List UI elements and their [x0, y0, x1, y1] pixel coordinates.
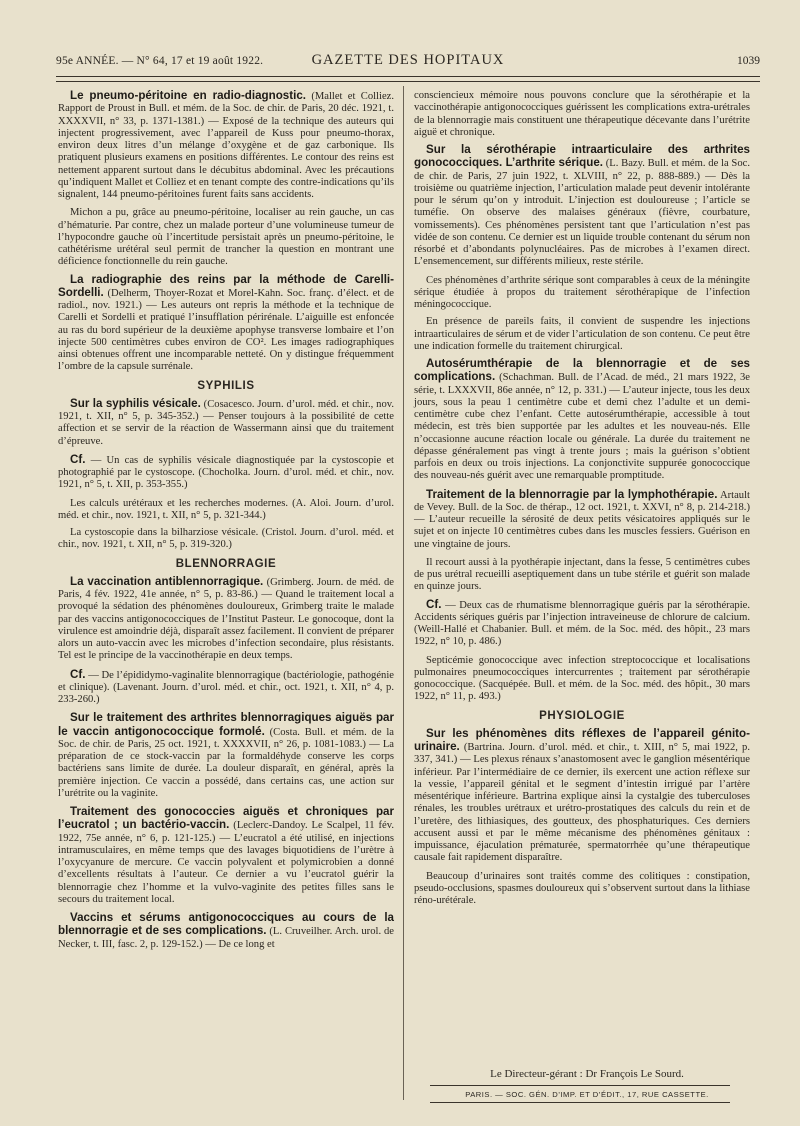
article-citation: (Grimberg. Journ. de méd. de Paris, 4 fév. 1922, 41e année, n° 5, p. 83-86.)	[58, 576, 394, 600]
page-number: 1039	[737, 55, 760, 67]
paragraph: Il recourt aussi à la pyothérapie injectant, dans la fesse, 5 centimètres cubes de pus urétral recueilli aseptiquement dans un tube stérile et guérit son malade en quinze jours.	[414, 556, 750, 593]
paragraph: Ces phénomènes d’arthrite sérique sont comparables à ceux de la méningite sérique étudiée à propos du traitement sérothérapique de l’infection méningococcique.	[414, 274, 750, 310]
article-entry	[58, 806, 394, 906]
article-body: — Quand le traitement local a provoqué la sédation des phénomènes douloureux, Grimberg traite le malade par des vaccins antigonococciques de l’Institut Pasteur. Le gonocoque, dont la virulence est amoindrie déjà, disparaît assez facilement. Il convient de préparer alors un auto-vaccin avec les microbes d’infection secondaire, plus résistants. Tel est le principe de la vaccinothérapie en deux temps.	[58, 589, 394, 662]
page-header	[56, 52, 760, 74]
article-title: Sur la syphilis vésicale.	[70, 396, 201, 410]
article-title: Sur la sérothérapie intraarticulaire des arthrites gonococciques. L’arthrite sérique.	[414, 143, 750, 170]
article-body: — Un cas de syphilis vésicale diagnostiquée par la cystoscopie et photographié par le cystoscope. (Chocholka. Journ. d’urol. méd. et chir., nov. 1921, n° 5, t. XII, p. 353-355.)	[58, 454, 394, 491]
paragraph: Beaucoup d’urinaires sont traités comme des colitiques : constipation, pseudo-occlusions, spasmes douloureux qui s’observent surtout dans la lithiase réno-urétérale.	[414, 870, 750, 906]
article-entry	[58, 90, 394, 201]
article-entry	[414, 728, 750, 865]
article-title: Sur le traitement des arthrites blennorragiques aiguës par le vaccin antigonococcique formolé.	[58, 711, 394, 738]
article-citation: (Delherm, Thoyer-Rozat et Morel-Kahn. Soc. franç. d’élect. et de radiol., nov. 1921.)	[58, 287, 394, 311]
article-title: Cf.	[70, 667, 86, 681]
article-title: Le pneumo-péritoine en radio-diagnostic.	[70, 89, 306, 102]
article-title: La vaccination antiblennorragique.	[70, 574, 264, 588]
article-body: — De l’épididymo-vaginalite blennorragique (bactériologie, pathogénie et clinique). (Lavenant. Journ. d’urol. méd. et chir., oct. 1921, t. XII, n° 4, p. 233-260.)	[58, 669, 394, 705]
article-body: — De ce long et	[205, 938, 275, 950]
article-entry	[58, 454, 394, 492]
article-title: Traitement de la blennorragie par la lymphothérapie.	[426, 487, 718, 501]
article-citation: (Costa. Bull. et mém. de la Soc. de chir. de Paris, 25 oct. 1921, t. XXXXVII, n° 26, p. 1081-1083.)	[58, 726, 394, 750]
article-entry	[58, 576, 394, 663]
column-divider	[403, 86, 404, 1100]
article-entry	[414, 599, 750, 649]
footer-rule-top	[430, 1085, 730, 1086]
article-body: — L’auteur injecte, tous les deux jours, sous la peau 1 centimètre cube et demi chez l’adulte et un demi-centimètre cube chez l’enfant. Cette autosérumthérapie, accessible à tout médecin, est très bien supportée par les adultes et les nouveau-nés. Elle n’occasionne aucune réaction locale ou générale. La durée du traitement ne dépasse généralement pas vingt à trente jours ; mais la guérison s’obtient parfois en deux ou trois injections. La conjonctivite suppurée gonococcique des nouveau-nés guérit avec une remarquable promptitude.	[414, 384, 751, 482]
article-entry	[58, 712, 394, 800]
article-title: Traitement des gonococcies aiguës et chroniques par l’eucratol ; un bactério-vaccin.	[58, 805, 394, 832]
issue-line: 95e ANNÉE. — N° 64, 17 et 19 août 1922.	[56, 55, 264, 67]
article-body: — L’auteur recueille la sérosité de deux petits vésicatoires appliqués sur le sujet et on injecte 10 centimètres cubes dans les muscles fessiers. Guérison en une vingtaine de jours.	[414, 514, 750, 550]
section-heading: PHYSIOLOGIE	[539, 709, 625, 722]
article-entry	[58, 274, 394, 374]
article-title: La radiographie des reins par la méthode de Carelli-Sordelli.	[58, 272, 394, 299]
article-body: — Dès la troisième ou quatrième injection, l’articulation malade peut devenir intolérante pour le sérum qu’on y introduit. L’injection est douloureuse ; l’article se tuméfie. On observe des malaises généraux (fièvre, courbature, vomissements). Ces phénomènes persistent tant que l’articulation n’est pas vidée de son contenu. Ce dernier est un liquide trouble contenant du sérum non résorbé et d’abondants polynucléaires. Pas de microbes à l’examen direct. L’ensemencement, sur différents milieux, reste stérile.	[414, 170, 750, 268]
section-heading: SYPHILIS	[197, 379, 255, 392]
article-citation: (Leclerc-Dandoy. Le Scalpel, 11 fév. 1922, 75e année, n° 6, p. 121-125.)	[58, 820, 395, 844]
article-body: — Deux cas de rhumatisme blennorragique guéris par la sérothérapie. Accidents sériques guéris par l’injection intraveineuse de chlorure de calcium. (Weill-Hallé et Chabanier. Bull. et mém. de la Soc. méd. des hôpit., 23 mars 1922, n° 10, p. 486.)	[414, 599, 750, 648]
article-citation: (L. Bazy. Bull. et mém. de la Soc. de chir. de Paris, 27 juin 1922, t. XLVIII, n° 22, p. 888-889.)	[414, 158, 750, 182]
section-heading: BLENNORRAGIE	[175, 557, 277, 570]
left-column	[58, 90, 394, 957]
journal-title: GAZETTE DES HOPITAUX	[311, 52, 505, 68]
article-title: Cf.	[426, 597, 442, 611]
article-title: Cf.	[70, 452, 86, 466]
article-body: — L’eucratol a été utilisé, en injections intramusculaires, en même temps que des lavages biquotidiens de l’urètre à l’oxycyanure de mercure. Ce vaccin polyvalent et polymicrobien a donné d’excellents résultats à l’auteur. Ce dernier a vu l’eucratol guérir la blennorragie chez l’homme et la vulvo-vaginite des petites filles sans le secours du traitement local.	[58, 832, 395, 905]
article-body: — Exposé de la technique des auteurs qui injectent progressivement, avec l’appareil de Kuss pour pneumo-thorax, environ deux litres d’un mélange d’oxygène et de gaz carbonique. Ils pratiquent plusieurs examens en positions différentes. Le contour des reins est nettement apparent surtout dans le décubitus abdominal. Avec les précautions qu’indiquent Mallet et Colliez et en tenant compte des contre-indications qu’ils signalent, 144 pneumo-péritoines furent faits sans accidents.	[58, 115, 394, 200]
article-citation: Artault de Vevey. Bull. de la Soc. de thérap., 12 oct. 1921, t. XXVI, n° 8, p. 214-218.)	[414, 489, 750, 513]
article-body: — La préparation de ce stock-vaccin par la formaldéhyde conserve les corps bactériens sans limite de durée. La douleur disparaît, en général, après la première injection. Ce vaccin a possédé, dans certains cas, une action sur l’urétrite ou la vaginite.	[58, 738, 394, 799]
footer-rule-bottom	[430, 1102, 730, 1103]
article-citation: (Schachman. Bull. de l’Acad. de méd., 21 mars 1922, 3e série, t. LXXXVII, 86e année, n° 12, p. 331.)	[414, 372, 750, 396]
article-citation: (Bartrina. Journ. d’urol. méd. et chir., t. XIII, n° 5, mai 1922, p. 337, 341.)	[414, 742, 750, 766]
article-entry	[414, 358, 750, 483]
right-column	[414, 90, 750, 912]
article-body: — Les auteurs ont repris la méthode et la technique de Carelli et Sordelli et pratiqué l’insufflation périrénale. L’aiguille est enfoncée au ras du bord supérieur de la deuxième apophyse transverse lombaire et l’on injecte 500 centimètres cubes environ de CO². Les images radiographiques ainsi obtenues offrent une incomparable netteté. On y distingue fréquemment l’ombre de la capsule surrénale.	[58, 300, 394, 373]
paragraph: Les calculs urétéraux et les recherches modernes. (A. Aloi. Journ. d’urol. méd. et chir., nov. 1921, t. XII, n° 5, p. 321-344.)	[58, 497, 394, 521]
article-title: Autosérumthérapie de la blennorragie et de ses complications.	[414, 357, 750, 384]
paragraph: Septicémie gonococcique avec infection streptococcique et localisations pulmonaires pneumococciques intercurrentes ; traitement par sérothérapie gonococcique. (Sacquépée. Bull. et mém. de la Soc. méd. des hôpit., 30 mars 1922, n° 11, p. 493.)	[414, 654, 750, 703]
article-title: Sur les phénomènes dits réflexes de l’appareil génito-urinaire.	[414, 726, 750, 753]
article-entry	[414, 489, 750, 551]
article-entry	[58, 669, 394, 707]
header-rule-bottom	[56, 81, 760, 82]
article-body: — Les plexus rénaux s’anastomosent avec le ganglion mésentérique inférieur. Par l’intermédiaire de ce dernier, ils exercent une action réflexe sur la vessie, l’appareil génital et le segment d’intestin irrigué par l’artère mésentérique inférieure. Bartrina explique ainsi la cystalgie des tuberculoses rénales, les troubles urétraux et urétro-prostatiques des calculs du rein et de l’uretère, des lithiasiques, des goutteux, des phosphaturiques. Ces derniers accusent aussi et par le même mécanisme des phénomènes génitaux : impuissance, éjaculation prématurée, spermatorrhée qu’une thérapeutique causale fait rapidement disparaître.	[414, 754, 750, 864]
article-entry	[414, 144, 750, 269]
article-citation: (Cosacesco. Journ. d’urol. méd. et chir., nov. 1921, t. XII, n° 5, p. 345-352.)	[58, 398, 394, 422]
article-citation: (L. Cruveilher. Arch. urol. de Necker, t. III, fasc. 2, p. 129-152.)	[58, 926, 394, 950]
printer-line: PARIS. — SOC. GÉN. D’IMP. ET D’ÉDIT., 17, RUE CASSETTE.	[465, 1090, 709, 1099]
article-entry	[58, 912, 394, 951]
continued-paragraph: consciencieux mémoire nous pouvons conclure que la sérothérapie et la vaccinothérapie antigonococciques guérissent les complications extra-urétrales de la blennorragie mais constituent une thérapeutique décevante dans l’urétrite aiguë et chronique.	[414, 90, 750, 138]
article-citation: (Mallet et Colliez. Rapport de Proust in Bull. et mém. de la Soc. de chir. de Paris, 20 déc. 1921, t. XXXXVII, n° 33, p. 1371-1381.)	[58, 91, 394, 127]
header-rule-top	[56, 76, 760, 77]
paragraph: La cystoscopie dans la bilharziose vésicale. (Cristol. Journ. d’urol. méd. et chir., nov. 1921, t. XII, n° 5, p. 319-320.)	[58, 527, 394, 551]
article-entry	[58, 398, 394, 448]
article-title: Vaccins et sérums antigonococciques au cours de la blennorragie et de ses complications.	[58, 911, 394, 938]
article-body: — Penser toujours à la possibilité de cette affection et se servir de la réaction de Wassermann ainsi que du traitement d’épreuve.	[58, 411, 394, 447]
director-line: Le Directeur-gérant : Dr François Le Sourd.	[490, 1068, 684, 1080]
paragraph: Michon a pu, grâce au pneumo-péritoine, localiser au rein gauche, un cas d’hématurie. Par contre, chez un malade porteur d’une volumineuse tumeur de l’hypocondre gauche où l’incertitude persistait après un pneumo-péritoine, le cathétérisme urétéral seul permit de trancher la question en montrant une déficience fonctionnelle du rein gauche.	[58, 207, 394, 268]
paragraph: En présence de pareils faits, il convient de suspendre les injections intraarticulaires de sérum et de vider l’articulation de son contenu. Ce peut être une indication formelle du traitement chirurgical.	[414, 316, 750, 352]
